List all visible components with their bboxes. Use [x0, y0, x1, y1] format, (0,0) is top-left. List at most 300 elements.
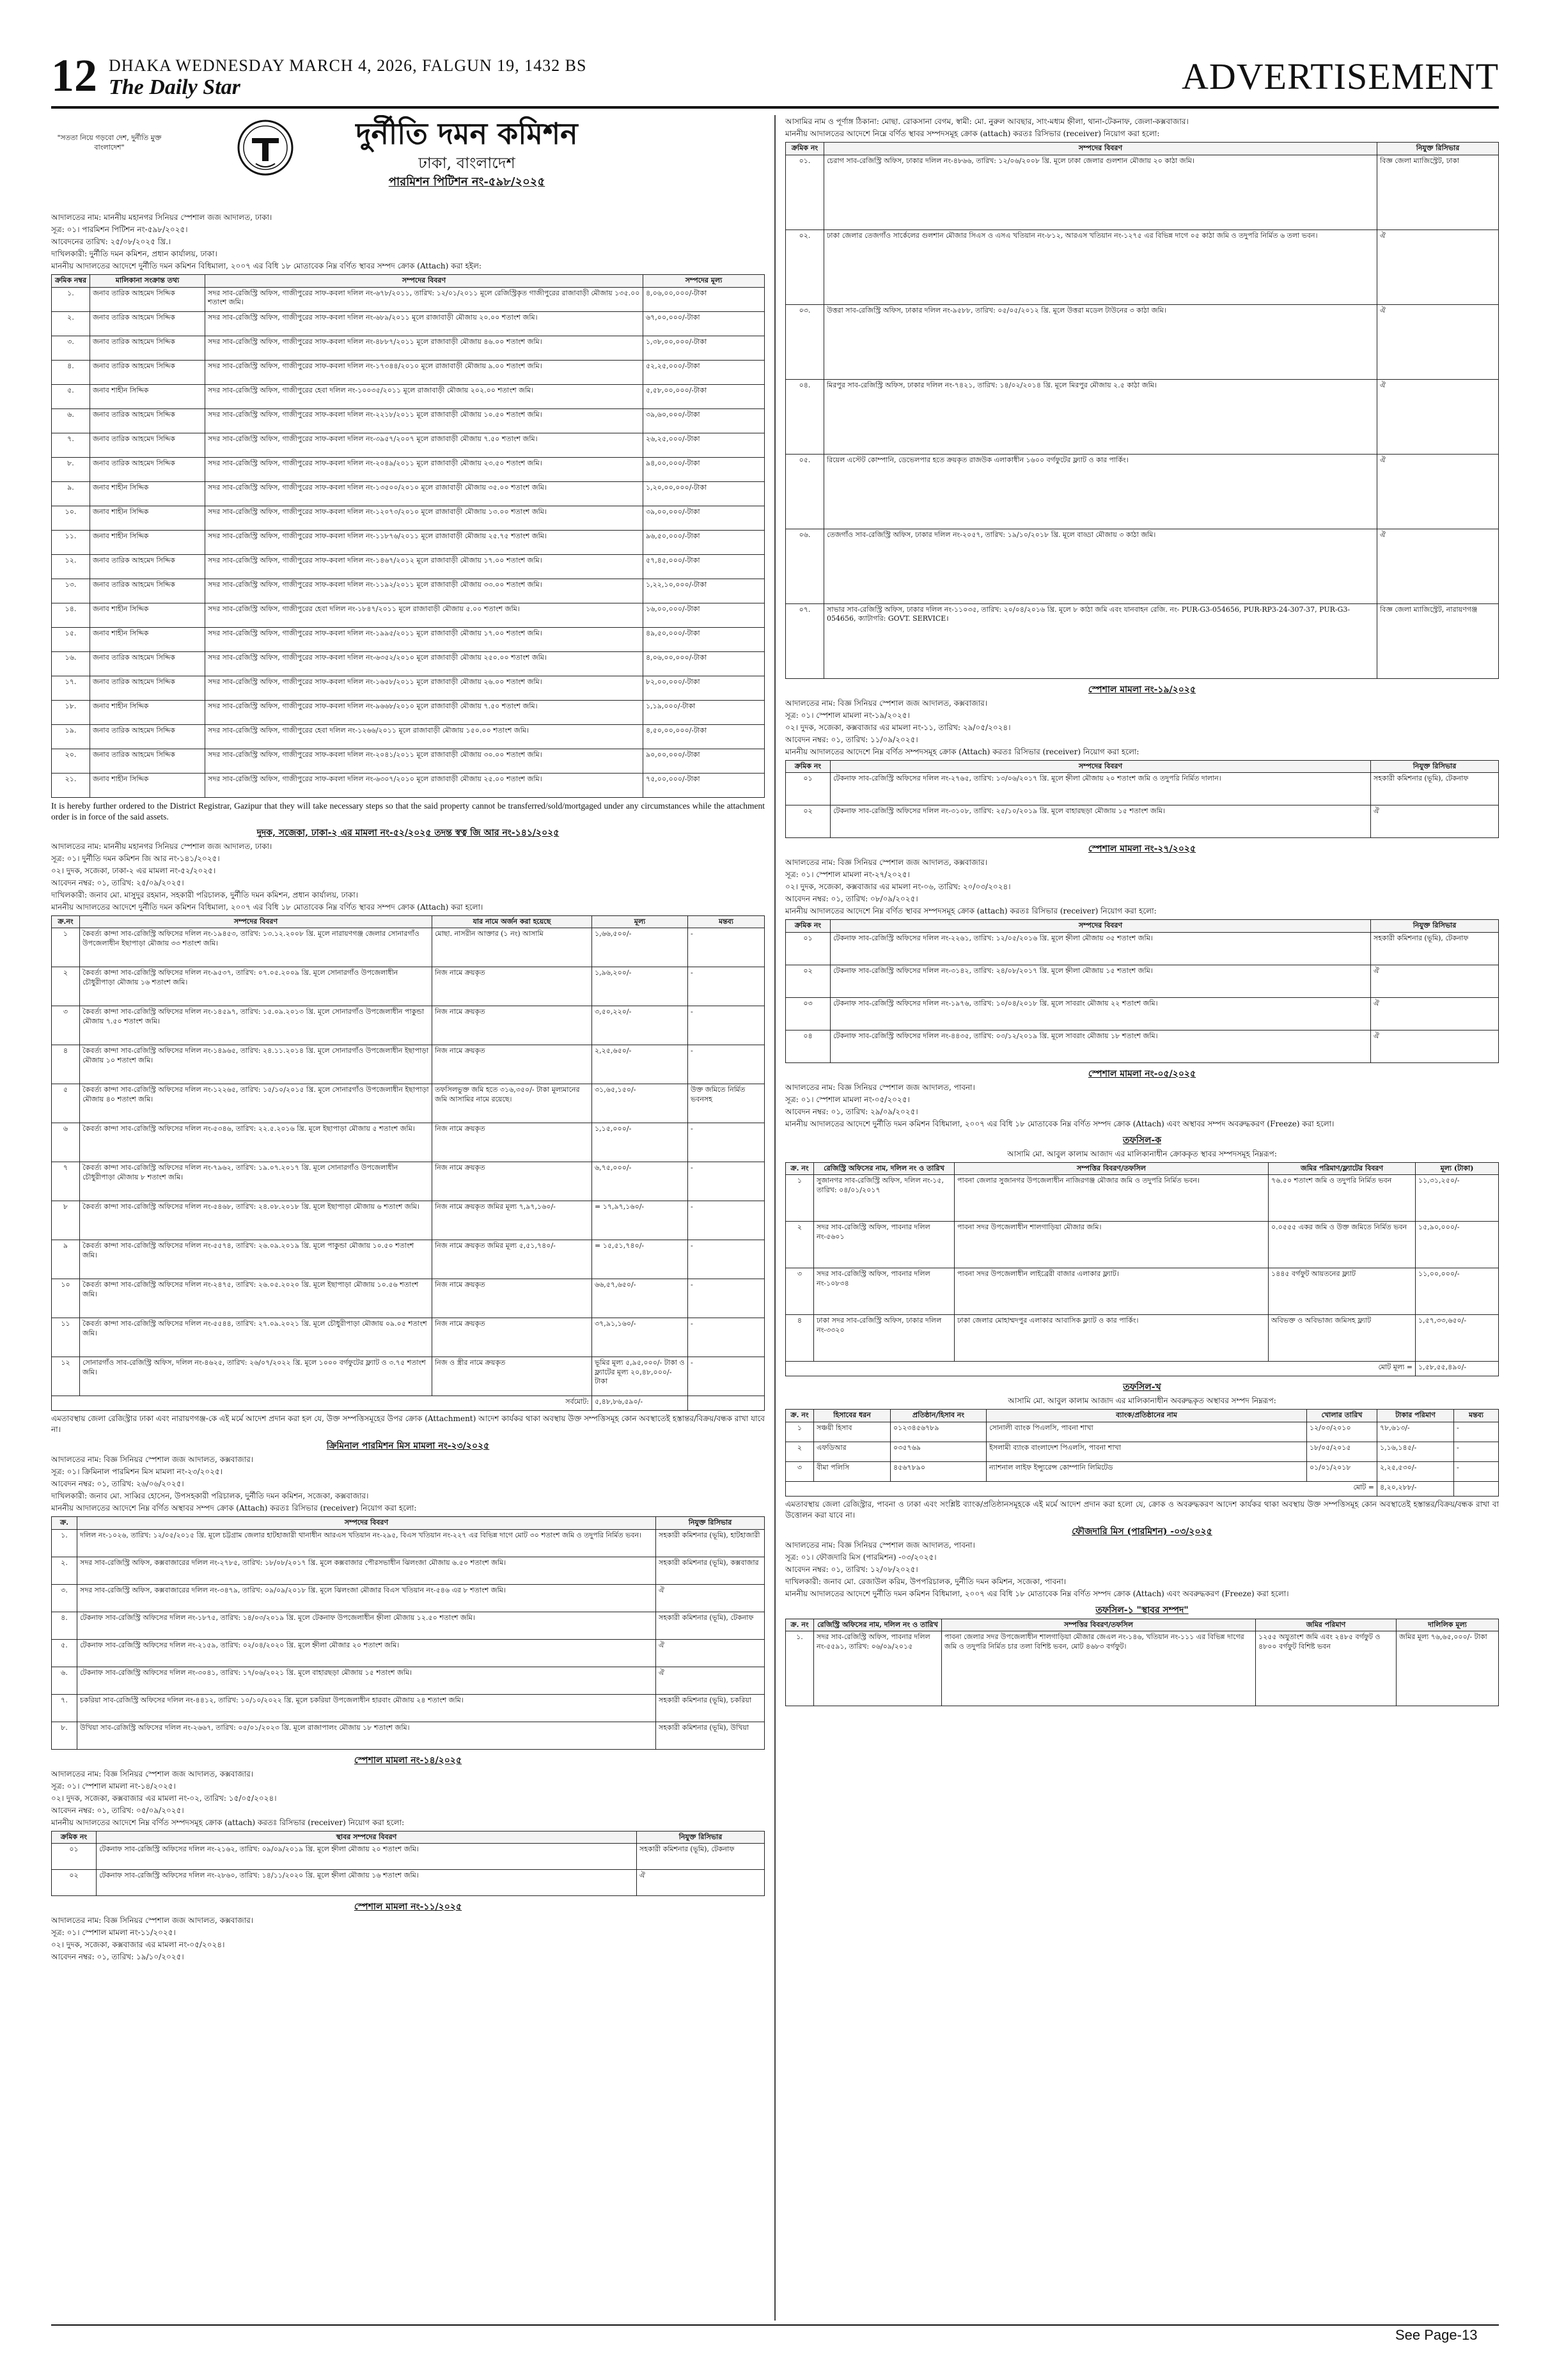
right-column	[785, 115, 1499, 2321]
right-case2-row	[786, 1030, 1499, 1062]
right-table1-cell: ঢাকা জেলার তেজগাঁও সার্কেলের গুলশান মৌজার সিএস ও এসএ খতিয়ান নং-৮১২, আরএস খতিয়ান নং-১২৭৫ এর বিভিন্ন দাগে ০৫ কাঠা জমি ও তদুপরি নির্মিত ৬ তলা ভবন।	[824, 229, 1377, 304]
case3-cell: টেকনাফ সাব-রেজিস্ট্রি অফিসের দলিল নং-১৮৭৫, তারিখ: ১৪/০৩/২০১৯ খ্রি. মূলে টেকনাফ উপজেলাধীন হ্নীলা মৌজায় ১২.৫০ শতাংশ জমি।	[77, 1612, 656, 1639]
case2-col-header: ক্র.নং	[52, 915, 80, 928]
case2-cell: নিজ নামে ক্রয়কৃত	[432, 1318, 592, 1357]
case1-cell: ৪,০৬,০০,০০০/-টাকা	[643, 287, 765, 311]
right-case3-t2-cell: ২	[786, 1442, 814, 1461]
case3-cell: সদর সাব-রেজিস্ট্রি অফিস, কক্সবাজারের দলিল নং-২৭৮৫, তারিখ: ১৮/০৮/২০১৭ খ্রি. মূলে কক্সবাজার পৌরসভাধীন ঝিলংজা মৌজায় ৬.৫০ শতাংশ জমি।	[77, 1557, 656, 1584]
case2-paras	[51, 841, 765, 913]
case3-cell: চকরিয়া সাব-রেজিস্ট্রি অফিসের দলিল নং-৪৪১২, তারিখ: ১০/১০/২০২২ খ্রি. মূলে চকরিয়া উপজেলাধীন হারবাং মৌজায় ২৪ শতাংশ জমি।	[77, 1694, 656, 1722]
right-case1-row	[786, 805, 1499, 838]
case3-table	[51, 1516, 765, 1750]
right-case3-t2-cell: সোনালী ব্যাংক পিএলসি, পাবনা শাখা	[987, 1422, 1307, 1442]
case1-cell: জনাব শাহীন সিদ্দিক	[90, 384, 205, 408]
case1-cell: ১৭.	[52, 676, 90, 700]
case1-cell: সদর সাব-রেজিস্ট্রি অফিস, গাজীপুরের সাফ-কবলা দলিল নং-৯৬৬৮/২০১০ মূলে রাজাবাড়ী মৌজায় ৭.৫০ শতাংশ জমি।	[205, 700, 643, 724]
case1-cell: ৯৪,০০,০০০/-টাকা	[643, 457, 765, 481]
case1-cell: ৫.	[52, 384, 90, 408]
right-case4-col-header: জমির পরিমাণ	[1256, 1619, 1397, 1631]
case2-para: সূত্র: ০১। দুর্নীতি দমন কমিশন জি আর নং-১৪১/২০২৫।	[51, 853, 220, 863]
right-case3-block	[785, 1068, 1499, 1521]
case1-row	[52, 773, 765, 797]
case2-cell: কৈবর্ত্য কান্দা সাব-রেজিস্ট্রি অফিসের দলিল নং-৫৩৪৬, তারিখ: ২২.৫.২০১৬ খ্রি. মূলে ইছাপাড়া মৌজায় ৫ শতাংশ জমি।	[80, 1123, 432, 1162]
right-table1-row	[786, 229, 1499, 304]
case2-cell: = ১৫,৫১,৭৪০/-	[592, 1240, 688, 1279]
right-case3-t2-cell: ০১২৩৪৫৬৭৮৯	[891, 1422, 987, 1442]
right-case3-cell: পাবনা সদর উপজেলাধীন শালগাড়িয়া মৌজার জমি।	[955, 1222, 1269, 1268]
case2-cell: উক্ত জমিতে নির্মিত ভবনসহ	[688, 1084, 765, 1123]
right-case2-cell: টেকনাফ সাব-রেজিস্ট্রি অফিসের দলিল নং-১৯৭৬, তারিখ: ১০/০৪/২০১৮ খ্রি. মূলে সাবরাং মৌজায় ২২ শতাংশ জমি।	[831, 997, 1371, 1030]
case1-cell: জনাব শাহীন সিদ্দিক	[90, 773, 205, 797]
case1-cell: জনাব তারিক আহমেদ সিদ্দিক	[90, 554, 205, 579]
case2-col-header: মন্তব্য	[688, 915, 765, 928]
org-block	[320, 115, 614, 191]
case2-cell: মোছা. নাসরীন আক্তার (১ নং) আসামি	[432, 928, 592, 967]
see-page-link[interactable]: See Page-13	[1395, 2327, 1478, 2343]
case2-row	[52, 1201, 765, 1240]
case1-cell: ৭.	[52, 433, 90, 457]
right-case3-cell: সদর সাব-রেজিস্ট্রি অফিস, পাবনার দলিল নং-৫৬০১	[814, 1222, 955, 1268]
right-case3-t2-cell: সঞ্চয়ী হিসাব	[814, 1422, 891, 1442]
case1-row	[52, 287, 765, 311]
case1-cell: ৩৯,৬০,০০০/-টাকা	[643, 408, 765, 433]
case5-para: ০২। দুদক, সজেকা, কক্সবাজার এর মামলা নং-০৫/২০২৪।	[51, 1940, 225, 1949]
right-case4-cell: জমির মূল্য ৭৬,৬৫,০০০/- টাকা	[1397, 1631, 1499, 1706]
right-case1-para: ০২। দুদক, সজেকা, কক্সবাজার এর মামলা নং-১১, তারিখ: ২৯/০৫/২০২৪।	[785, 722, 1011, 732]
right-table1-cell: ঐ	[1377, 229, 1499, 304]
case1-cell: জনাব তারিক আহমেদ সিদ্দিক	[90, 433, 205, 457]
case1-english-note: It is hereby further ordered to the District Registrar, Gazipur that they will take necessary steps so that the said property cannot be transferred/sold/mortgaged under any circumstances while the attachment order is in force of the said assets.	[51, 800, 765, 821]
case1-cell: সদর সাব-রেজিস্ট্রি অফিস, গাজীপুরের হেবা দলিল নং-১৮৪৭/২০১১ মূলে রাজাবাড়ী মৌজায় ৫.০০ শতাংশ জমি।	[205, 603, 643, 627]
right-case2-table	[785, 919, 1499, 1063]
case2-cell: ৩১,৬৫,১৫০/-	[592, 1084, 688, 1123]
case1-cell: সদর সাব-রেজিস্ট্রি অফিস, গাজীপুরের সাফ-কবলা দলিল নং-৬৮৯/২০১১ মূলে রাজাবাড়ী মৌজায় ২০.০০ শতাংশ জমি।	[205, 311, 643, 336]
right-case3-t2-cell: ১২/০৩/২০১০	[1307, 1422, 1377, 1442]
right-table1-row	[786, 454, 1499, 529]
case1-cell: ১,২০,০০,০০০/-টাকা	[643, 481, 765, 506]
case1-cell: ২.	[52, 311, 90, 336]
slogan: "সততা নিয়ে গড়বো দেশ, দুর্নীতি মুক্ত বাংলাদেশ"	[57, 134, 162, 152]
case4-cell: সহকারী কমিশনার (ভূমি), টেকনাফ	[637, 1844, 765, 1870]
case3-para: আবেদন নম্বর: ০১, তারিখ: ২৬/০৬/২০২৫।	[51, 1479, 184, 1488]
case1-cell: ৬৭,০০,০০০/-টাকা	[643, 311, 765, 336]
case1-cell: জনাব তারিক আহমেদ সিদ্দিক	[90, 676, 205, 700]
case1-cell: ১৬,০০,০০০/-টাকা	[643, 603, 765, 627]
case1-cell: জনাব তারিক আহমেদ সিদ্দিক	[90, 579, 205, 603]
right-case3-t2-cell: ১৮/০৫/২০১৫	[1307, 1442, 1377, 1461]
case1-cell: ৭৫,০০,০০০/-টাকা	[643, 773, 765, 797]
case2-para: আদালতের নাম: মাননীয় মহানগর সিনিয়র স্পেশাল জজ আদালত, ঢাকা।	[51, 841, 272, 851]
org-location: ঢাকা, বাংলাদেশ	[418, 154, 515, 172]
case1-para: মাননীয় আদালতের আদেশে দুর্নীতি দমন কমিশন বিধিমালা, ২০০৭ এর বিধি ১৮ মোতাবেক নিম্ন বর্ণিত স্থাবর সম্পদ ক্রোক (Attach) করা হইল:	[51, 261, 481, 270]
case1-cell: ৫,৫৮,০০,০০০/-টাকা	[643, 384, 765, 408]
right-table1-cell: ঐ	[1377, 379, 1499, 454]
case3-cell: ২.	[52, 1557, 77, 1584]
right-case1-cell: ০২	[786, 805, 831, 838]
org-name: দুর্নীতি দমন কমিশন	[356, 116, 578, 151]
right-case2-cell: সহকারী কমিশনার (ভূমি), টেকনাফ	[1371, 932, 1499, 965]
right-case3-t2-col-header: মন্তব্য	[1454, 1410, 1499, 1422]
right-case3-paras	[785, 1082, 1499, 1130]
case2-cell: তফসিলভুক্ত জমি হতে ৩১৬,৩৫০/- টাকা মূল্যমানের জমি আসামির নামে রয়েছে।	[432, 1084, 592, 1123]
right-case3-t2-cell: ইসলামী ব্যাংক বাংলাদেশ পিএলসি, পাবনা শাখা	[987, 1442, 1307, 1461]
right-case3-col-header: জমির পরিমাণ/ফ্ল্যাটের বিবরণ	[1269, 1162, 1416, 1175]
right-case1-row	[786, 773, 1499, 805]
right-case3-col-header: মূল্য (টাকা)	[1416, 1162, 1499, 1175]
case5-para: সূত্র: ০১। স্পেশাল মামলা নং-১১/২০২৫।	[51, 1928, 176, 1937]
case4-para: আদালতের নাম: বিজ্ঞ সিনিয়র স্পেশাল জজ আদালত, কক্সবাজার।	[51, 1769, 254, 1778]
case2-cell: কৈবর্ত্য কান্দা সাব-রেজিস্ট্রি অফিসের দলিল নং-১৪৯৬৫, তারিখ: ২৪.১১.২০১৪ খ্রি. মূলে সোনারগাঁও উপজেলাধীন ইছাপাড়া মৌজায় ১০ শতাংশ জমি।	[80, 1045, 432, 1084]
case2-cell: কৈবর্ত্য কান্দা সাব-রেজিস্ট্রি অফিসের দলিল নং-২৪৭৫, তারিখ: ২৬.০৫.২০২০ খ্রি. মূলে ইছাপাড়া মৌজায় ১০.৫৬ শতাংশ জমি।	[80, 1279, 432, 1318]
right-case1-cell: টেকনাফ সাব-রেজিস্ট্রি অফিসের দলিল নং-৩১০৮, তারিখ: ২৫/১০/২০১৯ খ্রি. মূলে বাহারছড়া মৌজায় ১৫ শতাংশ জমি।	[831, 805, 1371, 838]
case4-cell: ০২	[52, 1870, 97, 1896]
case2-cell: ৮	[52, 1201, 80, 1240]
case2-cell: ১০	[52, 1279, 80, 1318]
case2-table	[51, 915, 765, 1412]
right-table1-cell: ঐ	[1377, 454, 1499, 529]
case1-row	[52, 603, 765, 627]
case4-col-header: স্থাবর সম্পদের বিবরণ	[97, 1831, 637, 1844]
case5-block	[51, 1901, 765, 1963]
case4-para: ০২। দুদক, সজেকা, কক্সবাজার এর মামলা নং-০২, তারিখ: ১৫/০৫/২০২৪।	[51, 1793, 277, 1803]
case2-cell: নিজ নামে ক্রয়কৃত	[432, 967, 592, 1006]
right-case3-cell: পাবনা জেলার সুজানগর উপজেলাধীন নাজিরগঞ্জ মৌজার জমি ও তদুপরি নির্মিত ভবন।	[955, 1175, 1269, 1222]
right-case1-col-header: ক্রমিক নং	[786, 760, 831, 773]
case1-col-header: ক্রমিক নম্বর	[52, 275, 90, 288]
right-case2-col-header: সম্পদের বিবরণ	[831, 920, 1371, 933]
right-case3-schedule-title: তফসিল-ক	[1122, 1135, 1162, 1146]
right-case4-para: আবেদন নম্বর: ০১, তারিখ: ১২/০৮/২০২৫।	[785, 1564, 918, 1574]
case1-cell: ৮২,০০,০০০/-টাকা	[643, 676, 765, 700]
case2-cell: ৬	[52, 1123, 80, 1162]
right-case1-cell: ০১	[786, 773, 831, 805]
case3-cell: ঐ	[656, 1639, 765, 1667]
right-table1-col-header: নিযুক্ত রিসিভার	[1377, 143, 1499, 155]
case3-cell: ৪.	[52, 1612, 77, 1639]
case1-cell: জনাব তারিক আহমেদ সিদ্দিক	[90, 724, 205, 749]
case2-cell: নিজ নামে ক্রয়কৃত	[432, 1162, 592, 1201]
right-case4-table	[785, 1619, 1499, 1707]
case3-para: সূত্র: ০১। ক্রিমিনাল পারমিশন মিস মামলা নং-২৩/২০২৫।	[51, 1467, 223, 1476]
case1-row	[52, 676, 765, 700]
right-table1	[785, 142, 1499, 679]
right-table1-cell: রিয়েল এস্টেট কোম্পানি, ডেভেলপার হতে ক্রয়কৃত রাজউক এলাকাধীন ১৬০০ বর্গফুটের ফ্ল্যাট ও কার পার্কিং।	[824, 454, 1377, 529]
case1-paras	[51, 212, 765, 272]
right-intro	[785, 116, 1499, 139]
case2-cell: -	[688, 1318, 765, 1357]
case2-para: ০২। দুদক, সজেকা, ঢাকা-২ এর মামলা নং-৫২/২০২৫।	[51, 866, 216, 875]
case1-para: সূত্র: ০১। পারমিশন পিটিশন নং-৫৯৮/২০২৫।	[51, 225, 188, 234]
case3-cell: সহকারী কমিশনার (ভূমি), টেকনাফ	[656, 1612, 765, 1639]
case1-cell: জনাব তারিক আহমেদ সিদ্দিক	[90, 360, 205, 384]
case2-cell: -	[688, 1006, 765, 1045]
case3-cell: টেকনাফ সাব-রেজিস্ট্রি অফিসের দলিল নং-৩০৪১, তারিখ: ১৭/০৬/২০২১ খ্রি. মূলে বাহারছড়া মৌজায় ১৫ শতাংশ জমি।	[77, 1667, 656, 1694]
right-case3-para: মাননীয় আদালতের আদেশে দুর্নীতি দমন কমিশন বিধিমালা, ২০০৭ এর বিধি ১৮ মোতাবেক নিম্ন বর্ণিত সম্পদ ক্রোক (Attach) এবং অস্থাবর সম্পদ অবরুদ্ধকরণ (Freeze) করা হলো।	[785, 1119, 1335, 1128]
right-case3-col-header: রেজিস্ট্রি অফিসের নাম, দলিল নং ও তারিখ	[814, 1162, 955, 1175]
right-case4-col-header: ক্র. নং	[786, 1619, 814, 1631]
case1-cell: সদর সাব-রেজিস্ট্রি অফিস, গাজীপুরের সাফ-কবলা দলিল নং-৬৭৮/২০১১, তারিখ: ১২/০১/২০১১ মূলে রেজিস্ট্রিকৃত গাজীপুরের রাজাবাড়ী মৌজায় ১৩৫.০০ শতাংশ জমি।	[205, 287, 643, 311]
case1-cell: ৪৯,৫০,০০০/-টাকা	[643, 627, 765, 651]
right-table1-cell: বিজ্ঞ জেলা ম্যাজিস্ট্রেট, ঢাকা	[1377, 155, 1499, 229]
case3-cell: দলিল নং-১০২৬, তারিখ: ১২/০৫/২০১৫ খ্রি. মূলে চট্টগ্রাম জেলার হাটহাজারী থানাধীন আরএস খতিয়ান নং-২৯৫, বিএস খতিয়ান নং-২২৭ এর বিভিন্ন দাগে মোট ৩০ শতাংশ জমি ও তদুপরি নির্মিত ভবন।	[77, 1529, 656, 1557]
column-divider	[774, 115, 776, 2321]
right-case3-t2-col-header: হিসাবের ধরন	[814, 1410, 891, 1422]
case2-cell: নিজ নামে ক্রয়কৃত জমির মূল্য ৭,৯৭,১৬০/-	[432, 1201, 592, 1240]
right-table1-cell: ০৪.	[786, 379, 824, 454]
case1-block	[51, 212, 765, 822]
right-table1-cell: বিজ্ঞ জেলা ম্যাজিস্ট্রেট, নারায়ণগঞ্জ	[1377, 603, 1499, 678]
case1-cell: সদর সাব-রেজিস্ট্রি অফিস, গাজীপুরের সাফ-কবলা দলিল নং-১৪৬৭/২০১২ মূলে রাজাবাড়ী মৌজায় ১৭.০০ শতাংশ জমি।	[205, 554, 643, 579]
right-case2-para: মাননীয় আদালতের আদেশে নিম্ন বর্ণিত স্থাবর সম্পদসমূহ ক্রোক (attach) করতঃ রিসিভার (receiver) নিয়োগ করা হলো:	[785, 906, 1157, 915]
case3-cell: সহকারী কমিশনার (ভূমি), হাটহাজারী	[656, 1529, 765, 1557]
right-case3-cell: ১১,০০,০০০/-	[1416, 1268, 1499, 1315]
case2-cell: কৈবর্ত্য কান্দা সাব-রেজিস্ট্রি অফিসের দলিল নং-৭৯৬২, তারিখ: ১৯.০৭.২০১৭ খ্রি. মূলে সোনারগাঁও উপজেলাধীন চৌধুরীপাড়া মৌজায় ৮ শতাংশ জমি।	[80, 1162, 432, 1201]
right-case3-cell: ১১,৩১,২৫০/-	[1416, 1175, 1499, 1222]
case2-row	[52, 967, 765, 1006]
case3-row	[52, 1639, 765, 1667]
case1-cell: সদর সাব-রেজিস্ট্রি অফিস, গাজীপুরের সাফ-কবলা দলিল নং-১১৯২/২০১১ মূলে রাজাবাড়ী মৌজায় ৩৩.০০ শতাংশ জমি।	[205, 579, 643, 603]
case1-col-header: সম্পদের বিবরণ	[205, 275, 643, 288]
case1-row	[52, 360, 765, 384]
case2-cell: ৭	[52, 1162, 80, 1201]
case3-cell: সদর সাব-রেজিস্ট্রি অফিস, কক্সবাজারের দলিল নং-৩৪৭৯, তারিখ: ০৯/০৯/২০১৮ খ্রি. মূলে ঝিলংজা মৌজার বিএস খতিয়ান নং-৫৪৬ এর ৮ শতাংশ জমি।	[77, 1584, 656, 1612]
right-table1-cell: তেজগাঁও সাব-রেজিস্ট্রি অফিস, ঢাকার দলিল নং-২০৫৭, তারিখ: ১৯/১০/২০১৮ খ্রি. মূলে বাড্ডা মৌজায় ৩ কাঠা জমি।	[824, 529, 1377, 603]
right-case3-table2	[785, 1409, 1499, 1497]
case2-row	[52, 928, 765, 967]
case4-cell: ০১	[52, 1844, 97, 1870]
case1-row	[52, 433, 765, 457]
right-case3-t2-cell: -	[1454, 1442, 1499, 1461]
case3-paras	[51, 1454, 765, 1514]
case1-cell: ৯৬,৫০,০০০/-টাকা	[643, 530, 765, 554]
right-case2-row	[786, 965, 1499, 997]
right-case3-total-label: মোট মূল্য =	[786, 1362, 1416, 1376]
case2-col-header: সম্পদের বিবরণ	[80, 915, 432, 928]
right-case2-row	[786, 997, 1499, 1030]
case3-cell: টেকনাফ সাব-রেজিস্ট্রি অফিসের দলিল নং-২১৫৯, তারিখ: ০২/০৪/২০২০ খ্রি. মূলে হ্নীলা মৌজার ২০ শতাংশ জমি।	[77, 1639, 656, 1667]
right-case3-cell: সদর সাব-রেজিস্ট্রি অফিস, পাবনার দলিল নং-১০৮৩৪	[814, 1268, 955, 1315]
right-case1-title: স্পেশাল মামলা নং-১৯/২০২৫	[1088, 684, 1196, 695]
case3-col-header: নিযুক্ত রিসিভার	[656, 1517, 765, 1530]
right-table1-cell: ০৫.	[786, 454, 824, 529]
case1-cell: ৩৯,০০,০০০/-টাকা	[643, 506, 765, 530]
right-case2-cell: ০১	[786, 932, 831, 965]
case2-cell: নিজ নামে ক্রয়কৃত	[432, 1045, 592, 1084]
case2-cell: -	[688, 967, 765, 1006]
right-case2-row	[786, 932, 1499, 965]
petition-title: পারমিশন পিটিশন নং-৫৯৮/২০২৫	[388, 175, 545, 189]
case3-para: দাখিলকারী: জনাব মো. সাব্বির হোসেন, উপসহকারী পরিচালক, দুর্নীতি দমন কমিশন, সজেকা, কক্সবাজার।	[51, 1491, 369, 1500]
case1-cell: ১,২২,১০,০০০/-টাকা	[643, 579, 765, 603]
right-case2-cell: ঐ	[1371, 1030, 1499, 1062]
case1-cell: জনাব শাহীন সিদ্দিক	[90, 603, 205, 627]
right-case4-schedule-title: তফসিল-১ "স্থাবর সম্পদ"	[1095, 1605, 1189, 1615]
right-case3-t2-col-header: খোলার তারিখ	[1307, 1410, 1377, 1422]
case2-row	[52, 1123, 765, 1162]
right-case4-para: সূত্র: ০১। ফৌজদারি মিস (পারমিশন) -০৩/২০২৫।	[785, 1552, 937, 1562]
case4-row	[52, 1870, 765, 1896]
right-case3-t2-cell: -	[1454, 1461, 1499, 1481]
right-case4-para: মাননীয় আদালতের আদেশে দুর্নীতি দমন কমিশন বিধিমালা, ২০০৭ এর বিধি ১৮ মোতাবেক নিম্ন বর্ণিত সম্পদ ক্রোক (Attach) এবং অবরুদ্ধকরণ (Freeze) করা হলো।	[785, 1589, 1289, 1598]
right-case3-t2-cell: ০১/০১/২০১৮	[1307, 1461, 1377, 1481]
right-table1-cell: উত্তরা সাব-রেজিস্ট্রি অফিস, ঢাকার দলিল নং-৯৫৮৮, তারিখ: ০৫/০৫/২০১২ খ্রি. মূলে উত্তরা মডেল টাউনের ৩ কাঠা জমি।	[824, 304, 1377, 379]
right-table1-cell: মিরপুর সাব-রেজিস্ট্রি অফিস, ঢাকার দলিল নং-৭৪২১, তারিখ: ১৪/০২/২০১৪ খ্রি. মূলে মিরপুর মৌজায় ২.৫ কাঠা জমি।	[824, 379, 1377, 454]
right-case1-para: আদালতের নাম: বিজ্ঞ সিনিয়র স্পেশাল জজ আদালত, কক্সবাজার।	[785, 698, 988, 708]
case1-col-header: সম্পদের মূল্য	[643, 275, 765, 288]
dateline: DHAKA WEDNESDAY MARCH 4, 2026, FALGUN 19, 1432 BS	[109, 56, 587, 75]
right-case3-cell: ০.০৫৫৫ একর জমি ও উক্ত জমিতে নির্মিত ভবন	[1269, 1222, 1416, 1268]
case2-cell: নিজ ও স্ত্রীর নামে ক্রয়কৃত	[432, 1357, 592, 1396]
page-header	[51, 52, 1499, 104]
case1-row	[52, 408, 765, 433]
right-case1-para: আবেদন নম্বর: ০১, তারিখ: ১১/০৯/২০২৫।	[785, 735, 918, 744]
right-case3-t2-cell: ১,১৬,১৪৫/-	[1377, 1442, 1454, 1461]
left-column	[51, 115, 765, 2321]
header-rule	[51, 106, 1499, 109]
right-case4-row	[786, 1631, 1499, 1706]
right-case2-paras	[785, 857, 1499, 917]
case1-cell: ১৬.	[52, 651, 90, 676]
right-case2-cell: ০৩	[786, 997, 831, 1030]
case1-cell: ২৬,২৫,০০০/-টাকা	[643, 433, 765, 457]
case3-cell: ৭.	[52, 1694, 77, 1722]
case2-cell: -	[688, 1240, 765, 1279]
right-case3-cell: পাবনা সদর উপজেলাধীন লাইব্রেরী বাজার এলাকার ফ্ল্যাট।	[955, 1268, 1269, 1315]
case3-cell: সহকারী কমিশনার (ভূমি), উখিয়া	[656, 1722, 765, 1749]
case3-cell: ৩.	[52, 1584, 77, 1612]
right-case3-t2-row	[786, 1422, 1499, 1442]
footer-rule	[51, 2324, 1499, 2326]
case2-row	[52, 1240, 765, 1279]
case3-para: আদালতের নাম: বিজ্ঞ সিনিয়র স্পেশাল জজ আদালত, কক্সবাজার।	[51, 1455, 254, 1464]
right-table1-cell: চেরাগ সাব-রেজিস্ট্রি অফিস, ঢাকার দলিল নং-৪৮৬৬, তারিখ: ১২/০৬/২০০৮ খ্রি. মূলে ঢাকা জেলার গুলশান মৌজায় ২০ কাঠা জমি।	[824, 155, 1377, 229]
right-intro-para: আসামির নাম ও পূর্ণাঙ্গ ঠিকানা: মোছা. রোকসানা বেগম, স্বামী: মো. নুরুল আবছার, সাং-মধ্যম হ্নীলা, থানা-টেকনাফ, জেলা-কক্সবাজার।	[785, 117, 1189, 126]
case1-cell: সদর সাব-রেজিস্ট্রি অফিস, গাজীপুরের সাফ-কবলা দলিল নং-১১৮৭৬/২০১১ মূলে রাজাবাড়ী মৌজায় ২৫.৭৫ শতাংশ জমি।	[205, 530, 643, 554]
case1-cell: সদর সাব-রেজিস্ট্রি অফিস, গাজীপুরের সাফ-কবলা দলিল নং-৬৩০৭/২০১০ মূলে রাজাবাড়ী মৌজায় ২৫.০০ শতাংশ জমি।	[205, 773, 643, 797]
right-table1-cell: ০১.	[786, 155, 824, 229]
case2-cell: ১২	[52, 1357, 80, 1396]
case1-row	[52, 627, 765, 651]
case3-title: ক্রিমিনাল পারমিশন মিস মামলা নং-২৩/২০২৫	[326, 1441, 490, 1451]
case1-cell: সদর সাব-রেজিস্ট্রি অফিস, গাজীপুরের সাফ-কবলা দলিল নং-৬৩৫২/২০১০ মূলে রাজাবাড়ী মৌজায় ২৫০.০০ শতাংশ জমি।	[205, 651, 643, 676]
case3-cell: ৮.	[52, 1722, 77, 1749]
case1-cell: সদর সাব-রেজিস্ট্রি অফিস, গাজীপুরের সাফ-কবলা দলিল নং-১৭৩৪৪/২০১০ মূলে রাজাবাড়ী মৌজায় ৯.০০ শতাংশ জমি।	[205, 360, 643, 384]
right-case3-t2-row	[786, 1461, 1499, 1481]
case1-cell: সদর সাব-রেজিস্ট্রি অফিস, গাজীপুরের সাফ-কবলা দলিল নং-১৬৫৮/২০১১ মূলে রাজাবাড়ী মৌজায় ২৬.০০ শতাংশ জমি।	[205, 676, 643, 700]
case1-cell: ১২.	[52, 554, 90, 579]
case2-col-header: মূল্য	[592, 915, 688, 928]
right-case1-paras	[785, 698, 1499, 758]
case2-cell: ১	[52, 928, 80, 967]
case2-cell: ৫	[52, 1084, 80, 1123]
right-case3-total2-value: ৪,২০,২৮৮/-	[1377, 1481, 1454, 1496]
case2-cell: -	[688, 1279, 765, 1318]
case2-block	[51, 827, 765, 1436]
right-case3-cell: ২	[786, 1222, 814, 1268]
case3-row	[52, 1667, 765, 1694]
right-case2-cell: টেকনাফ সাব-রেজিস্ট্রি অফিসের দলিল নং-৪৪৩৫, তারিখ: ০৩/১২/২০১৯ খ্রি. মূলে সাবরাং মৌজায় ১৮ শতাংশ জমি।	[831, 1030, 1371, 1062]
right-case4-para: দাখিলকারী: জনাব মো. রেজাউল করিম, উপপরিচালক, দুর্নীতি দমন কমিশন, সজেকা, পাবনা।	[785, 1576, 1067, 1586]
case5-para: আদালতের নাম: বিজ্ঞ সিনিয়র স্পেশাল জজ আদালত, কক্সবাজার।	[51, 1916, 254, 1925]
right-case2-para: ০২। দুদক, সজেকা, কক্সবাজার এর মামলা নং-০৬, তারিখ: ২০/০৩/২০২৪।	[785, 882, 1011, 891]
right-table1-row	[786, 529, 1499, 603]
case1-cell: সদর সাব-রেজিস্ট্রি অফিস, গাজীপুরের সাফ-কবলা দলিল নং-১৩৫০০/২০১০ মূলে রাজাবাড়ী মৌজায় ৩৫.০০ শতাংশ জমি।	[205, 481, 643, 506]
right-case3-t2-cell: ন্যাশনাল লাইফ ইন্স্যুরেন্স কোম্পানি লিমিটেড	[987, 1461, 1307, 1481]
case2-total-label: সর্বমোট:	[52, 1396, 592, 1411]
case2-row	[52, 1084, 765, 1123]
case1-cell: সদর সাব-রেজিস্ট্রি অফিস, গাজীপুরের সাফ-কবলা দলিল নং-২২১৮/২০১১ মূলে রাজাবাড়ী মৌজায় ১০.৫০ শতাংশ জমি।	[205, 408, 643, 433]
newspaper-name: The Daily Star	[109, 75, 240, 99]
case1-cell: সদর সাব-রেজিস্ট্রি অফিস, গাজীপুরের হেবা দলিল নং-১২৬৬/২০১১ মূলে রাজাবাড়ী মৌজায় ১৫০.০০ শতাংশ জমি।	[205, 724, 643, 749]
right-table1-cell: সাভার সাব-রেজিস্ট্রি অফিস, ঢাকার দলিল নং-১১০৩৫, তারিখ: ২০/০৪/২০১৬ খ্রি. মূলে ৮ কাঠা জমি এবং যানবাহন রেজি. নং- PUR-G3-054656, PUR-RP3-24-307-37, PUR-G3-054656, ক্যাটাগরি: GOVT. SERVICE।	[824, 603, 1377, 678]
case1-cell: সদর সাব-রেজিস্ট্রি অফিস, গাজীপুরের সাফ-কবলা দলিল নং-৩৯৫৭/২০০৭ মূলে রাজাবাড়ী মৌজায় ৭.৫০ শতাংশ জমি।	[205, 433, 643, 457]
case2-row	[52, 1318, 765, 1357]
right-case3-t2-cell: ৪৫৬৭৮৯০	[891, 1461, 987, 1481]
right-case4-paras	[785, 1540, 1499, 1599]
case4-col-header: নিযুক্ত রিসিভার	[637, 1831, 765, 1844]
right-case3-cell: ৭৬.৫০ শতাংশ জমি ও তদুপরি নির্মিত ভবন	[1269, 1175, 1416, 1222]
page-number: 12	[51, 50, 97, 101]
right-case2-cell: টেকনাফ সাব-রেজিস্ট্রি অফিসের দলিল নং-২২৬১, তারিখ: ১২/০৫/২০১৬ খ্রি. মূলে হ্নীলা মৌজায় ৩৫ শতাংশ জমি।	[831, 932, 1371, 965]
case1-para: আবেদনের তারিখ: ২৫/০৮/২০২৫ খ্রি.।	[51, 237, 171, 246]
case1-para: দাখিলকারী: দুর্নীতি দমন কমিশন, প্রধান কার্যালয়, ঢাকা।	[51, 249, 217, 258]
right-case3-total-value: ১,৫৮,৫৫,৪৯০/-	[1416, 1362, 1499, 1376]
right-table1-col-header: সম্পদের বিবরণ	[824, 143, 1377, 155]
case2-cell: ৬,৭৫,০০০/-	[592, 1162, 688, 1201]
right-table1-row	[786, 603, 1499, 678]
right-table1-cell: ০৩.	[786, 304, 824, 379]
case1-cell: ১.	[52, 287, 90, 311]
case2-title: দুদক, সজেকা, ঢাকা-২ এর মামলা নং-৫২/২০২৫ তদন্ত স্বত্ব জি আর নং-১৪১/২০২৫	[256, 827, 560, 838]
case2-cell: নিজ নামে ক্রয়কৃত	[432, 1006, 592, 1045]
right-case2-title: স্পেশাল মামলা নং-২৭/২০২৫	[1088, 844, 1196, 854]
right-table1-cell: ঐ	[1377, 304, 1499, 379]
case1-table	[51, 274, 765, 798]
right-case2-para: আদালতের নাম: বিজ্ঞ সিনিয়র স্পেশাল জজ আদালত, কক্সবাজার।	[785, 858, 988, 867]
case2-row	[52, 1045, 765, 1084]
case1-row	[52, 530, 765, 554]
right-case3-table	[785, 1162, 1499, 1377]
right-case3-col-header: সম্পত্তির বিবরণ/তফসিল	[955, 1162, 1269, 1175]
case2-cell: ৩	[52, 1006, 80, 1045]
right-case3-t2-col-header: প্রতিষ্ঠান/হিসাব নং	[891, 1410, 987, 1422]
right-table1-row	[786, 155, 1499, 229]
right-case2-cell: ঐ	[1371, 965, 1499, 997]
case2-cell: -	[688, 1162, 765, 1201]
right-intro-para: মাননীয় আদালতের আদেশে নিম্নে বর্ণিত স্থাবর সম্পদসমূহ ক্রোক (attach) করতঃ রিসিভার (receiver) নিয়োগ করা হলো:	[785, 129, 1160, 138]
case1-cell: জনাব তারিক আহমেদ সিদ্দিক	[90, 651, 205, 676]
case2-cell: নিজ নামে ক্রয়কৃত	[432, 1279, 592, 1318]
case3-cell: উখিয়া সাব-রেজিস্ট্রি অফিসের দলিল নং-২৬৬৭, তারিখ: ০৫/০১/২০২৩ খ্রি. মূলে রাজাপালং মৌজায় ১৮ শতাংশ জমি।	[77, 1722, 656, 1749]
case2-cell: ৪	[52, 1045, 80, 1084]
case1-cell: ২১.	[52, 773, 90, 797]
case1-cell: ৯.	[52, 481, 90, 506]
right-case1-para: মাননীয় আদালতের আদেশে নিম্ন বর্ণিত সম্পদসমূহ ক্রোক (Attach) করতঃ রিসিভার (receiver) নিয়োগ করা হলো:	[785, 747, 1139, 756]
right-case3-t2-row	[786, 1442, 1499, 1461]
case1-cell: সদর সাব-রেজিস্ট্রি অফিস, গাজীপুরের হেবা দলিল নং-১০০৩৫/২০১১ মূলে রাজাবাড়ী মৌজায় ২০২.০০ শতাংশ জমি।	[205, 384, 643, 408]
case1-row	[52, 651, 765, 676]
case3-block	[51, 1440, 765, 1750]
case4-col-header: ক্রমিক নং	[52, 1831, 97, 1844]
case2-cell: ৩,৫০,২২০/-	[592, 1006, 688, 1045]
case2-cell: কৈবর্ত্য কান্দা সাব-রেজিস্ট্রি অফিসের দলিল নং-১৯৪৫৩, তারিখ: ১৩.১২.২০০৮ খ্রি. মূলে নারায়ণগঞ্জ জেলার সোনারগাঁও উপজেলাধীন ইছাপাড়া মৌজায় ৩৩ শতাংশ জমি।	[80, 928, 432, 967]
case1-row	[52, 336, 765, 360]
case2-total-blank	[688, 1396, 765, 1411]
case2-cell: কৈবর্ত্য কান্দা সাব-রেজিস্ট্রি অফিসের দলিল নং-৫৪৬৮, তারিখ: ২৪.০৮.২০১৮ খ্রি. মূলে ইছাপাড়া মৌজায় ৬ শতাংশ জমি।	[80, 1201, 432, 1240]
case3-col-header: সম্পদের বিবরণ	[77, 1517, 656, 1530]
right-case4-col-header: দালিলিক মূল্য	[1397, 1619, 1499, 1631]
right-case3-cell: ১৫,৯০,০০০/-	[1416, 1222, 1499, 1268]
